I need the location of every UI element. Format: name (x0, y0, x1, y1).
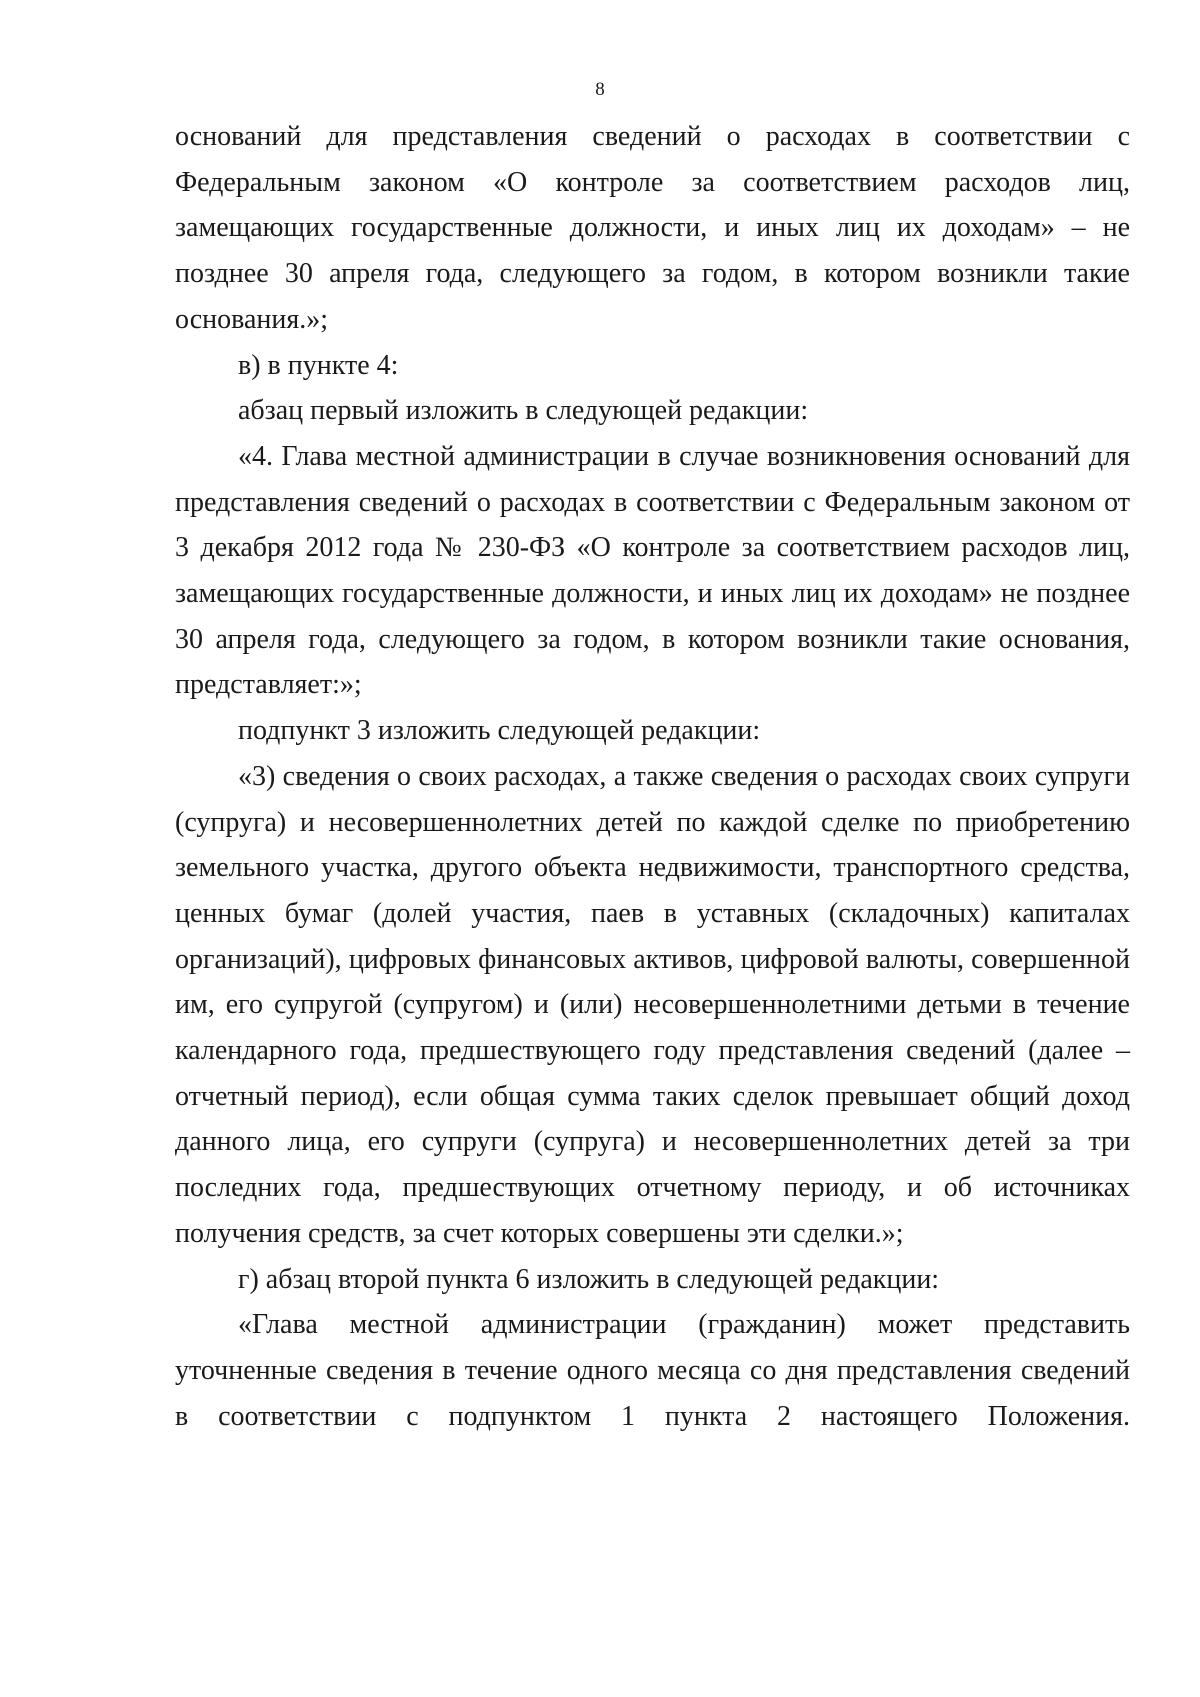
paragraph-item-g: г) абзац второй пункта 6 изложить в следующей редакции: (238, 1263, 940, 1295)
paragraph-quote-glava: «Глава местной администрации (гражданин) может представить уточненные сведения в течение одного месяца со дня представления сведений в соответствии с подпунктом 1 пункта 2 настоящего Положения. (175, 1309, 1130, 1432)
paragraph-continuation: оснований для представления сведений о расходах в соответствии с Федеральным законом «О контроле за соответствием расходов лиц, замещающих государственные должности, и иных лиц их доходам» – не позднее 30 апреля года, следующего за годом, в котором возникли такие основания.»; (175, 121, 1130, 335)
paragraph-first-abzac: абзац первый изложить в следующей редакции: (238, 395, 809, 427)
paragraph-quote-4: «4. Глава местной администрации в случае возникновения оснований для представления сведений о расходах в соответствии с Федеральным законом от 3 декабря 2012 года № 230-ФЗ «О контроле за соответствием расходов лиц, замещающих государственные должности, и иных лиц их доходам» не позднее 30 апреля года, следующего за годом, в котором возникли такие основания, представляет:»; (175, 440, 1130, 701)
paragraph-quote-3: «3) сведения о своих расходах, а также сведения о расходах своих супруги (супруга) и несовершеннолетних детей по каждой сделке по приобретению земельного участка, другого объекта недвижимости, транспортного средства, ценных бумаг (долей участия, паев в уставных (складочных) капиталах организаций), цифровых финансовых активов, цифровой валюты, совершенной им, его супругой (супругом) и (или) несовершеннолетними детьми в течение календарного года, предшествующего году представления сведений (далее – отчетный период), если общая сумма таких сделок превышает общий доход данного лица, его супруги (супруга) и несовершеннолетних детей за три последних года, предшествующих отчетному периоду, и об источниках получения средств, за счет которых совершены эти сделки.»; (175, 760, 1130, 1249)
page-number: 8 (595, 79, 605, 100)
paragraph-subitem-3: подпункт 3 изложить следующей редакции: (238, 715, 761, 747)
document-body (175, 114, 1130, 1439)
paragraph-item-v: в) в пункте 4: (238, 349, 399, 381)
